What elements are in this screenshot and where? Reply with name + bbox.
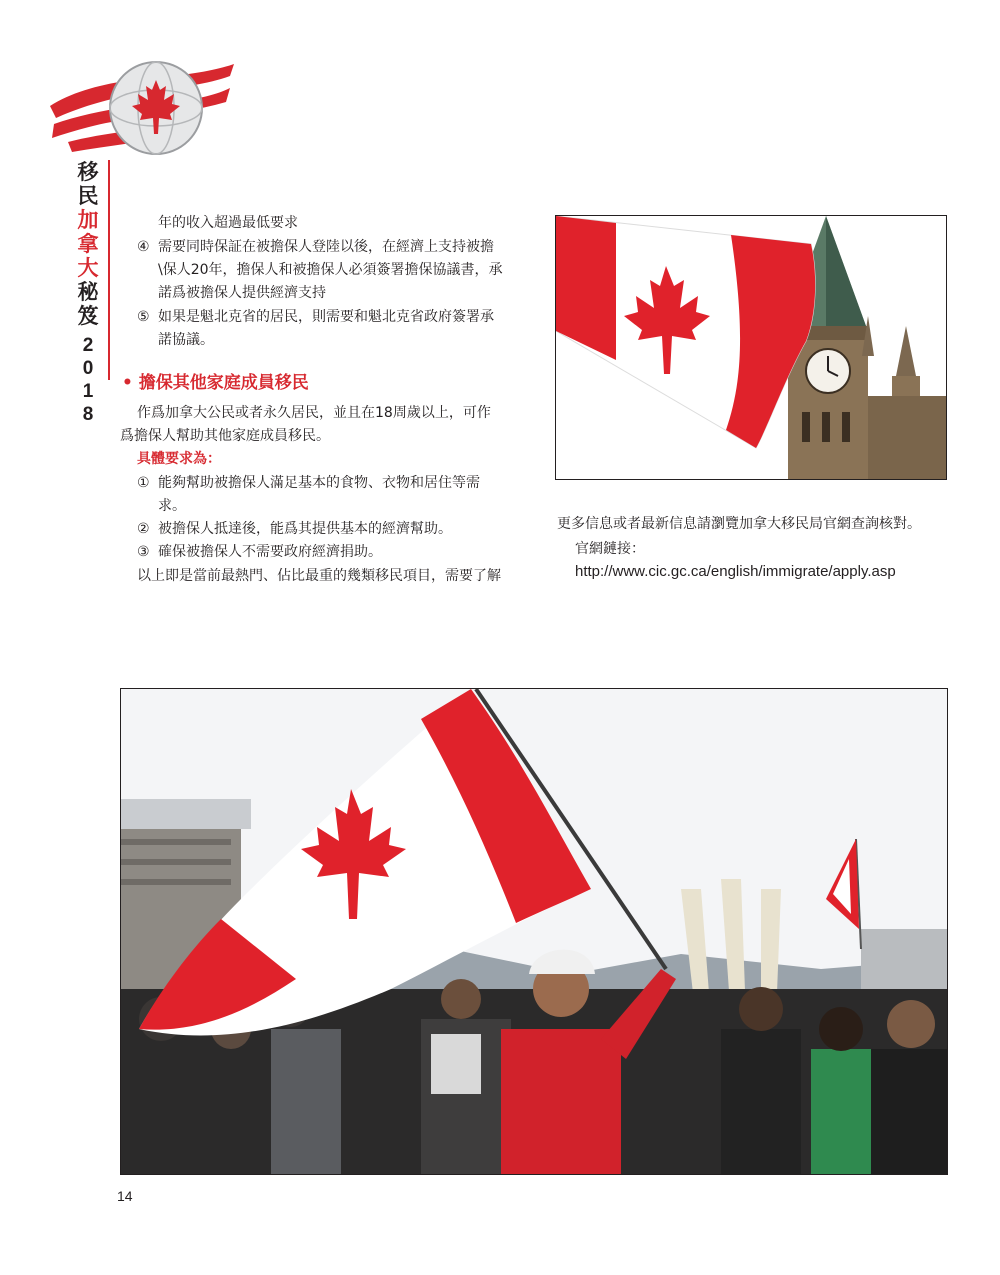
item-number: ① (137, 475, 150, 491)
section-heading: • 擔保其他家庭成員移民 (122, 373, 309, 393)
closing-line: 以上即是當前最熱門、佔比最重的幾類移民項目，需要了解 (137, 568, 501, 584)
item5-line2: 諾協議。 (158, 332, 214, 348)
item-number: ④ (137, 239, 150, 255)
maple-leaf-globe-logo-icon (48, 58, 238, 158)
title-char: 加 (77, 208, 99, 232)
year-digit: 8 (82, 404, 94, 425)
divider-line (108, 160, 110, 380)
title-char: 笈 (77, 304, 99, 328)
year-digit: 2 (82, 335, 94, 356)
series-title (76, 160, 100, 426)
intro-line2: 爲擔保人幫助其他家庭成員移民。 (120, 428, 330, 444)
item-number: ② (137, 521, 150, 537)
year-digit: 0 (82, 358, 94, 379)
website-label: 官網鏈接： (575, 541, 645, 557)
req3-text: 確保被擔保人不需要政府經濟捐助。 (158, 544, 382, 560)
item5-line1: 如果是魁北克省的居民，則需要和魁北克省政府簽署承 (158, 309, 494, 325)
page-number: 14 (117, 1188, 133, 1204)
canada-flag-crowd-photo (120, 688, 948, 1175)
item4-line3: 諾爲被擔保人提供經濟支持 (158, 285, 326, 301)
title-char: 民 (77, 184, 99, 208)
title-char: 大 (77, 256, 99, 280)
item-number: ⑤ (137, 309, 150, 325)
website-link[interactable]: http://www.cic.gc.ca/english/immigrate/apply.asp (575, 563, 896, 580)
title-char: 拿 (77, 232, 99, 256)
requirements-label: 具體要求為： (137, 451, 221, 467)
intro-line1: 作爲加拿大公民或者永久居民，並且在18周歲以上，可作 (137, 405, 491, 421)
year-digit: 1 (82, 381, 94, 402)
req1-line1: 能夠幫助被擔保人滿足基本的食物、衣物和居住等需 (158, 475, 480, 491)
more-info-text: 更多信息或者最新信息請瀏覽加拿大移民局官網查詢核對。 (557, 516, 921, 532)
title-char: 移 (77, 160, 99, 184)
req2-text: 被擔保人抵達後，能爲其提供基本的經濟幫助。 (158, 521, 452, 537)
income-line: 年的收入超過最低要求 (158, 215, 298, 231)
canada-flag-peace-tower-photo (555, 215, 947, 480)
title-char: 秘 (77, 280, 99, 304)
item-number: ③ (137, 544, 150, 560)
item4-line1: 需要同時保証在被擔保人登陸以後，在經濟上支持被擔 (158, 239, 494, 255)
item4-line2: \保人20年，擔保人和被擔保人必須簽署擔保協議書，承 (158, 262, 503, 278)
req1-line2: 求。 (158, 498, 186, 514)
